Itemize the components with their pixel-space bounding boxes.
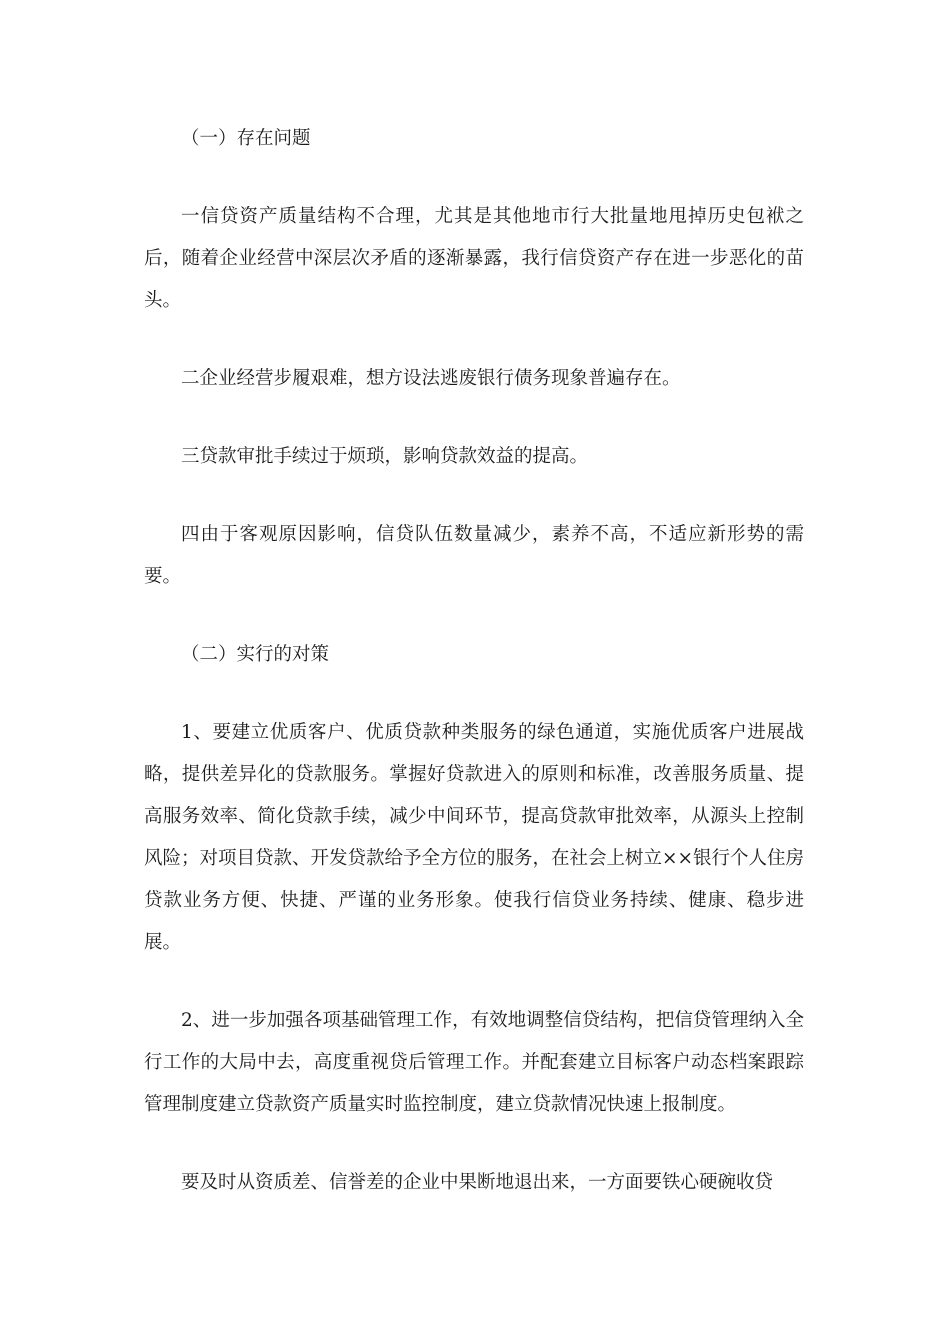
document-body — [144, 118, 804, 1204]
paragraph: 二企业经营步履艰难，想方设法逃废银行债务现象普遍存在。 — [181, 368, 681, 389]
paragraph: 一信贷资产质量结构不合理，尤其是其他地市行大批量地甩掉历史包袱之后，随着企业经营中深层次矛盾的逐渐暴露，我行信贷资产存在进一步恶化的苗头。 — [144, 206, 804, 311]
paragraph: 四由于客观原因影响，信贷队伍数量减少，素养不高，不适应新形势的需要。 — [144, 524, 804, 587]
paragraph: 1、要建立优质客户、优质贷款种类服务的绿色通道，实施优质客户进展战略，提供差异化的贷款服务。掌握好贷款进入的原则和标准，改善服务质量、提高服务效率、简化贷款手续，减少中间环节，提高贷款审批效率，从源头上控制风险；对项目贷款、开发贷款给予全方位的服务，在社会上树立××银行个人住房贷款业务方便、快捷、严谨的业务形象。使我行信贷业务持续、健康、稳步进展。 — [144, 722, 805, 953]
section-heading-problems: （一）存在问题 — [181, 128, 311, 149]
paragraph: 三贷款审批手续过于烦琐，影响贷款效益的提高。 — [181, 446, 589, 467]
section-heading-countermeasures: （二）实行的对策 — [181, 644, 330, 665]
paragraph: 2、进一步加强各项基础管理工作，有效地调整信贷结构，把信贷管理纳入全行工作的大局中去，高度重视贷后管理工作。并配套建立目标客户动态档案跟踪管理制度建立贷款资产质量实时监控制度，建立贷款情况快速上报制度。 — [144, 1010, 804, 1115]
paragraph: 要及时从资质差、信誉差的企业中果断地退出来，一方面要铁心硬碗收贷 — [181, 1172, 774, 1193]
